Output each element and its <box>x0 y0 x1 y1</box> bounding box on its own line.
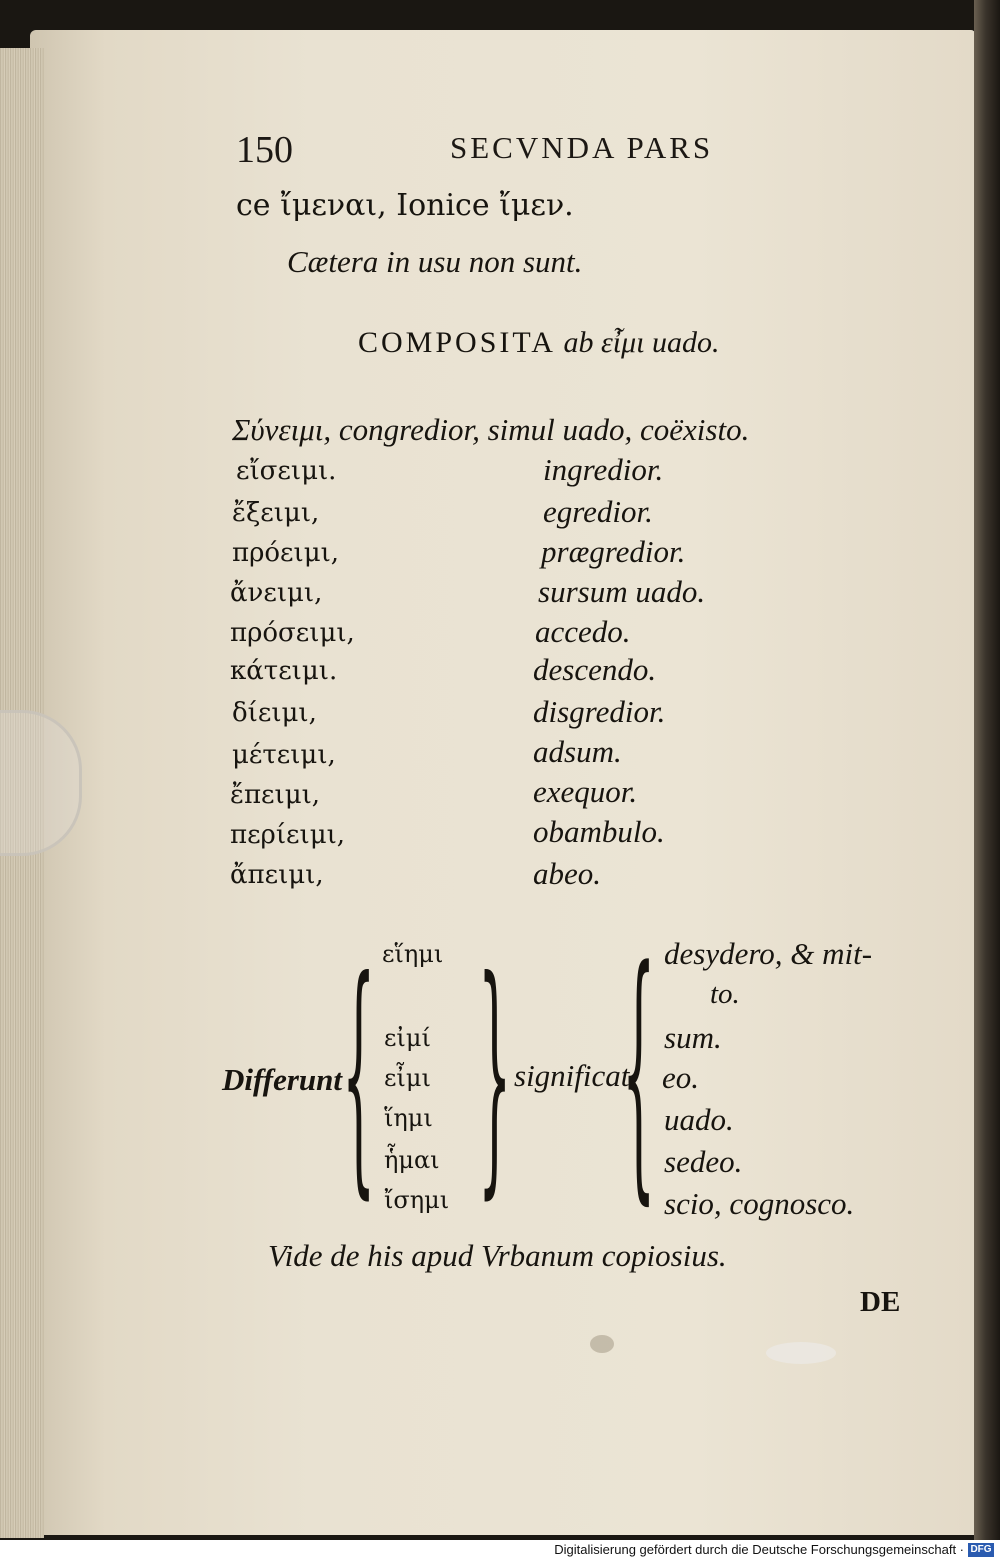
compound-greek: περίειμι, <box>230 820 346 850</box>
compound-latin: descendo. <box>533 652 657 687</box>
compound-greek: ἔξειμι, <box>232 498 320 528</box>
page-number: 150 <box>236 129 293 171</box>
compound-latin: prægredior. <box>541 534 686 569</box>
compound-latin: ingredior. <box>543 452 664 487</box>
meaning-item: eo. <box>662 1060 700 1095</box>
meaning-item: sedeo. <box>664 1144 743 1179</box>
compound-latin: accedo. <box>535 614 631 649</box>
differunt-label: Differunt <box>222 1062 343 1097</box>
dfg-logo: DFG <box>968 1543 994 1557</box>
section-title-rest: ab εἶμι uado. <box>563 326 720 359</box>
footer-bar <box>0 1540 1000 1560</box>
left-brace-open: { <box>342 926 376 1222</box>
closing-line: Vide de his apud Vrbanum copiosius. <box>268 1238 727 1273</box>
section-title <box>358 326 720 360</box>
compound-greek: πρόειμι, <box>232 538 340 568</box>
compound-greek: πρόσειμι, <box>230 618 355 648</box>
compound-latin: obambulo. <box>533 814 665 849</box>
catchword: DE <box>860 1286 901 1318</box>
meaning-item: scio, cognosco. <box>664 1186 855 1221</box>
compound-latin: abeo. <box>533 856 602 891</box>
first-entry: Σύνειμι, congredior, simul uado, coëxisto. <box>232 412 750 447</box>
significat-label: significat <box>514 1058 630 1093</box>
compound-greek: ἄπειμι, <box>230 860 324 890</box>
intro-line-1: ce ἴμεναι, Ionice ἴμεν. <box>236 188 574 223</box>
meaning-item: to. <box>710 978 740 1010</box>
compound-greek: εἴσειμι. <box>236 456 337 486</box>
meaning-item: uado. <box>664 1102 734 1137</box>
page-header <box>236 128 756 178</box>
compound-latin: exequor. <box>533 774 638 809</box>
form-item: εἵημι <box>382 940 444 968</box>
compound-latin: sursum uado. <box>538 574 706 609</box>
paper-stain <box>766 1342 836 1364</box>
meaning-item: desydero, & mit- <box>664 936 873 971</box>
middle-brace-close: } <box>478 926 512 1222</box>
compound-greek: μέτειμι, <box>232 740 336 770</box>
compound-greek: ἄνειμι, <box>230 578 323 608</box>
form-item: ἵημι <box>384 1104 433 1132</box>
compound-latin: egredior. <box>543 494 653 529</box>
book-spine-shadow <box>974 0 1000 1540</box>
right-brace-open: { <box>622 912 656 1229</box>
running-head: SECVNDA PARS <box>450 130 714 165</box>
compound-greek: κάτειμι. <box>230 656 338 686</box>
form-item: εἶμι <box>384 1064 431 1092</box>
funding-credit: Digitalisierung gefördert durch die Deutsche Forschungsgemeinschaft · <box>554 1542 964 1557</box>
meaning-item: sum. <box>664 1020 722 1055</box>
form-item: εἰμί <box>384 1024 431 1052</box>
form-item: ἧμαι <box>384 1146 440 1174</box>
form-item: ἴσημι <box>384 1186 450 1214</box>
compound-greek: ἔπειμι, <box>230 780 321 810</box>
intro-line-2: Cætera in usu non sunt. <box>287 244 583 279</box>
paper-stain <box>590 1335 614 1353</box>
compound-latin: disgredior. <box>533 694 666 729</box>
section-title-caps: COMPOSITA <box>358 326 556 359</box>
compound-greek: δίειμι, <box>232 698 317 728</box>
compound-latin: adsum. <box>533 734 622 769</box>
